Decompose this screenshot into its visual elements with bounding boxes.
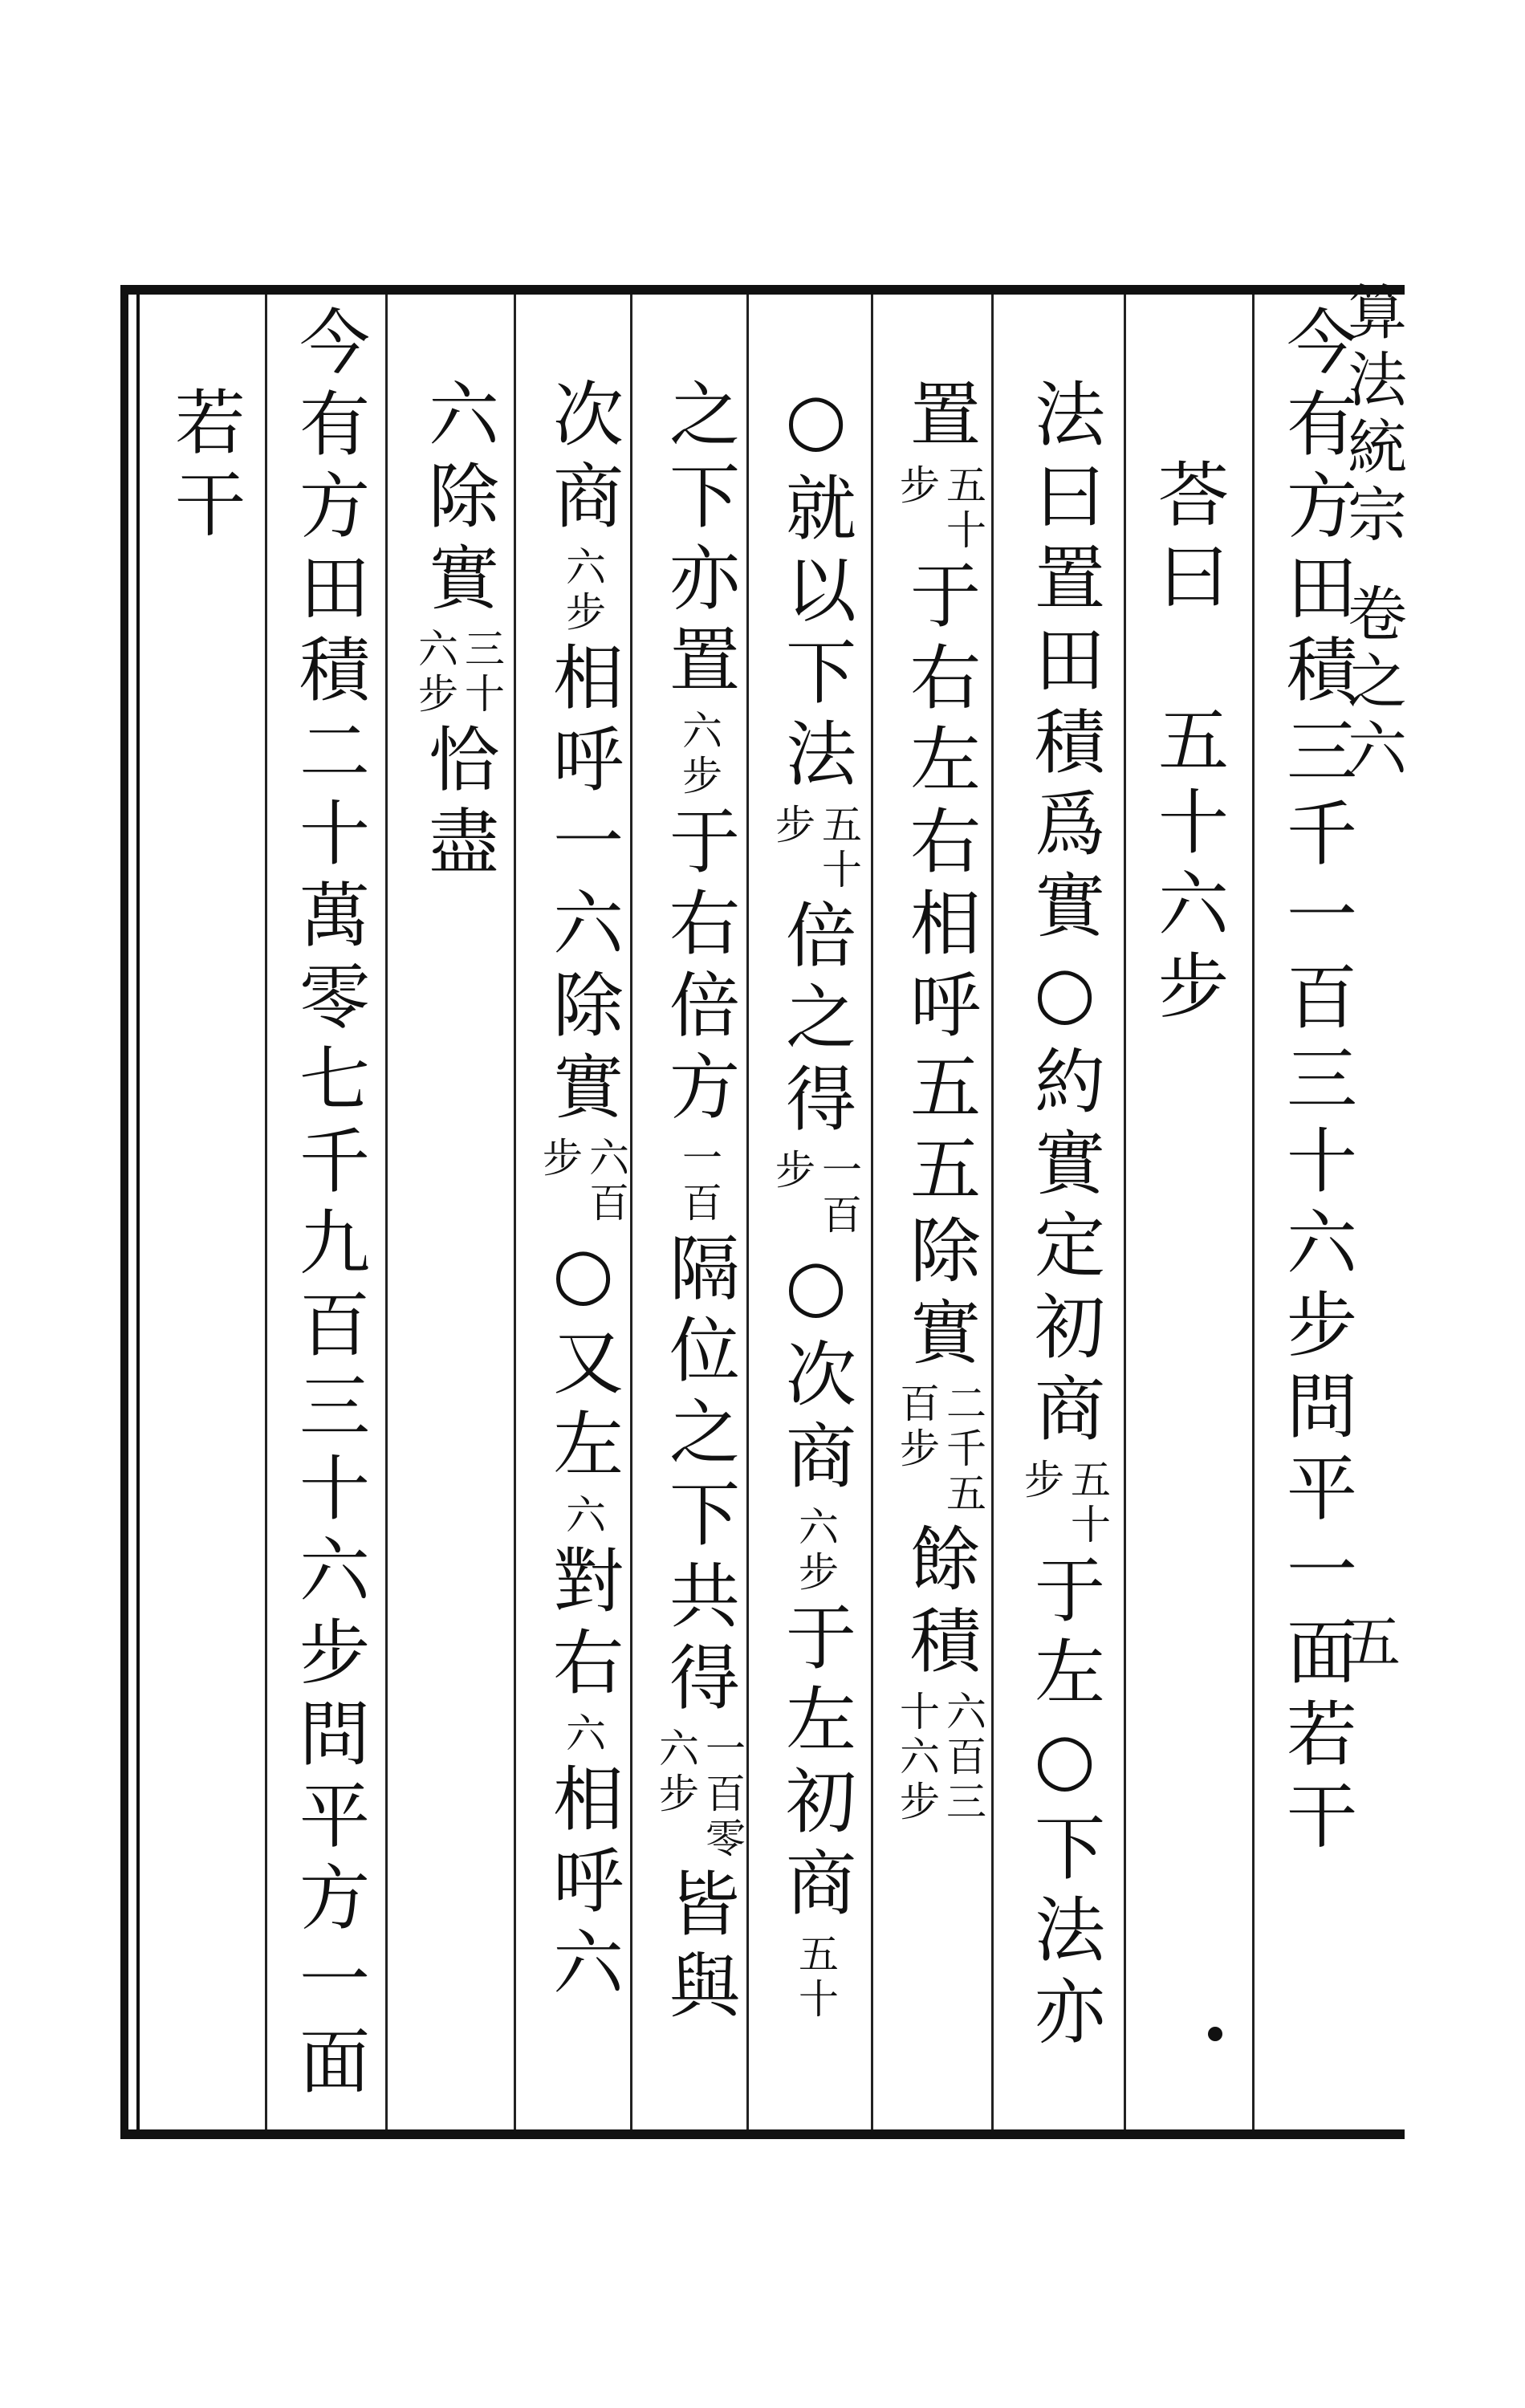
annotation-note-part: 六百 [583, 1137, 629, 1226]
method-text: 于右倍方 [658, 804, 741, 1132]
punctuation-dot [1208, 2027, 1222, 2041]
page-number: 五 [1344, 1609, 1401, 1675]
annotation-note [654, 1727, 744, 1862]
annotation-note-part: 百步 [893, 1382, 940, 1472]
annotation-note-part: 步 [893, 464, 940, 509]
annotation-note [538, 1137, 628, 1226]
annotation-note [771, 803, 860, 893]
annotation-note [895, 1690, 985, 1825]
annotation-note-part: 一百零 [699, 1727, 746, 1862]
column-rule [991, 295, 994, 2129]
annotation-note: 六 [559, 1712, 606, 1757]
annotation-note [771, 1149, 860, 1239]
method-text: 于右左右相呼五五除實 [899, 559, 982, 1377]
annotation-note-part: 三十 [458, 628, 505, 718]
column-rule [1252, 295, 1255, 2129]
annotation-note [895, 464, 985, 554]
text-column-2 [1148, 458, 1228, 1031]
method-text: 之下亦置 [658, 377, 741, 705]
text-column-3 [1019, 377, 1109, 2056]
method-text: 恰盡 [417, 722, 500, 886]
method-text: 法曰置田積爲實○約實定初商 [1023, 377, 1106, 1454]
annotation-note-part: 五十 [1064, 1458, 1111, 1548]
column-rule [871, 295, 873, 2129]
method-text: 相呼六 [542, 1762, 624, 2007]
column-rule [1124, 295, 1126, 2129]
method-text: 置 [899, 377, 982, 459]
annotation-note-part: 五十 [815, 803, 862, 893]
column-rule [514, 295, 516, 2129]
annotation-note: 六步 [559, 546, 606, 636]
annotation-note-part: 步 [769, 1149, 815, 1194]
annotation-note: 一百 [676, 1137, 722, 1226]
annotation-note-part: 十六步 [893, 1690, 940, 1825]
method-text: 餘積 [899, 1522, 982, 1686]
book-title: 算法統宗 [1338, 281, 1407, 551]
method-text: ○又左 [542, 1231, 624, 1489]
annotation-note-part: 步 [769, 803, 815, 848]
method-text: ○就以下法 [775, 377, 857, 799]
annotation-note-part: 步 [1018, 1458, 1064, 1503]
text-column-1 [1276, 305, 1356, 1861]
method-text: 皆與 [658, 1867, 741, 2031]
answer-line: 荅曰 五十六步 [1147, 458, 1230, 1031]
column-rule [746, 295, 749, 2129]
method-text: ○次商 [775, 1243, 857, 1501]
volume-label: 卷之六 [1338, 583, 1407, 785]
annotation-note-part: 步 [536, 1137, 583, 1182]
annotation-note-part: 五十 [940, 464, 986, 554]
annotation-note [413, 628, 503, 718]
annotation-note-part: 六百三 [940, 1690, 986, 1825]
annotation-note-part: 二千五 [940, 1382, 986, 1517]
annotation-note-part: 六步 [412, 628, 458, 718]
text-column-7 [538, 377, 628, 2007]
text-column-9 [289, 305, 369, 2106]
annotation-note-part: 六步 [653, 1727, 699, 1817]
method-text: 于左○下法亦 [1023, 1553, 1106, 2056]
annotation-note: 六步 [792, 1506, 839, 1596]
problem-statement: 若干 [164, 385, 246, 549]
annotation-note: 五十 [792, 1933, 839, 2023]
annotation-note: 六步 [676, 710, 722, 799]
method-text: 對右 [542, 1544, 624, 1707]
column-rule [265, 295, 267, 2129]
method-text: 于左初商 [775, 1601, 857, 1928]
text-column-10 [165, 385, 245, 549]
text-column-8 [413, 377, 503, 886]
problem-statement: 今有方田積二十萬零七千九百三十六步問平方一面 [288, 305, 371, 2106]
annotation-note [895, 1382, 985, 1517]
problem-statement: 今有方田積三千一百三十六步問平一面若干 [1275, 305, 1358, 1861]
annotation-note-part: 一百 [815, 1149, 862, 1239]
text-column-6 [654, 377, 744, 2031]
method-text: 相呼一六除實 [542, 641, 624, 1132]
text-column-4 [895, 377, 985, 1830]
method-text: 倍之得 [775, 898, 857, 1144]
text-column-5 [771, 377, 860, 2028]
method-text: 次商 [542, 377, 624, 541]
frame-inner-rule [136, 295, 140, 2129]
method-text: 隔位之下共得 [658, 1231, 741, 1723]
annotation-note: 六 [559, 1494, 606, 1539]
method-text: 六除實 [417, 377, 500, 623]
annotation-note [1019, 1458, 1109, 1548]
column-rule [385, 295, 388, 2129]
column-rule [630, 295, 632, 2129]
